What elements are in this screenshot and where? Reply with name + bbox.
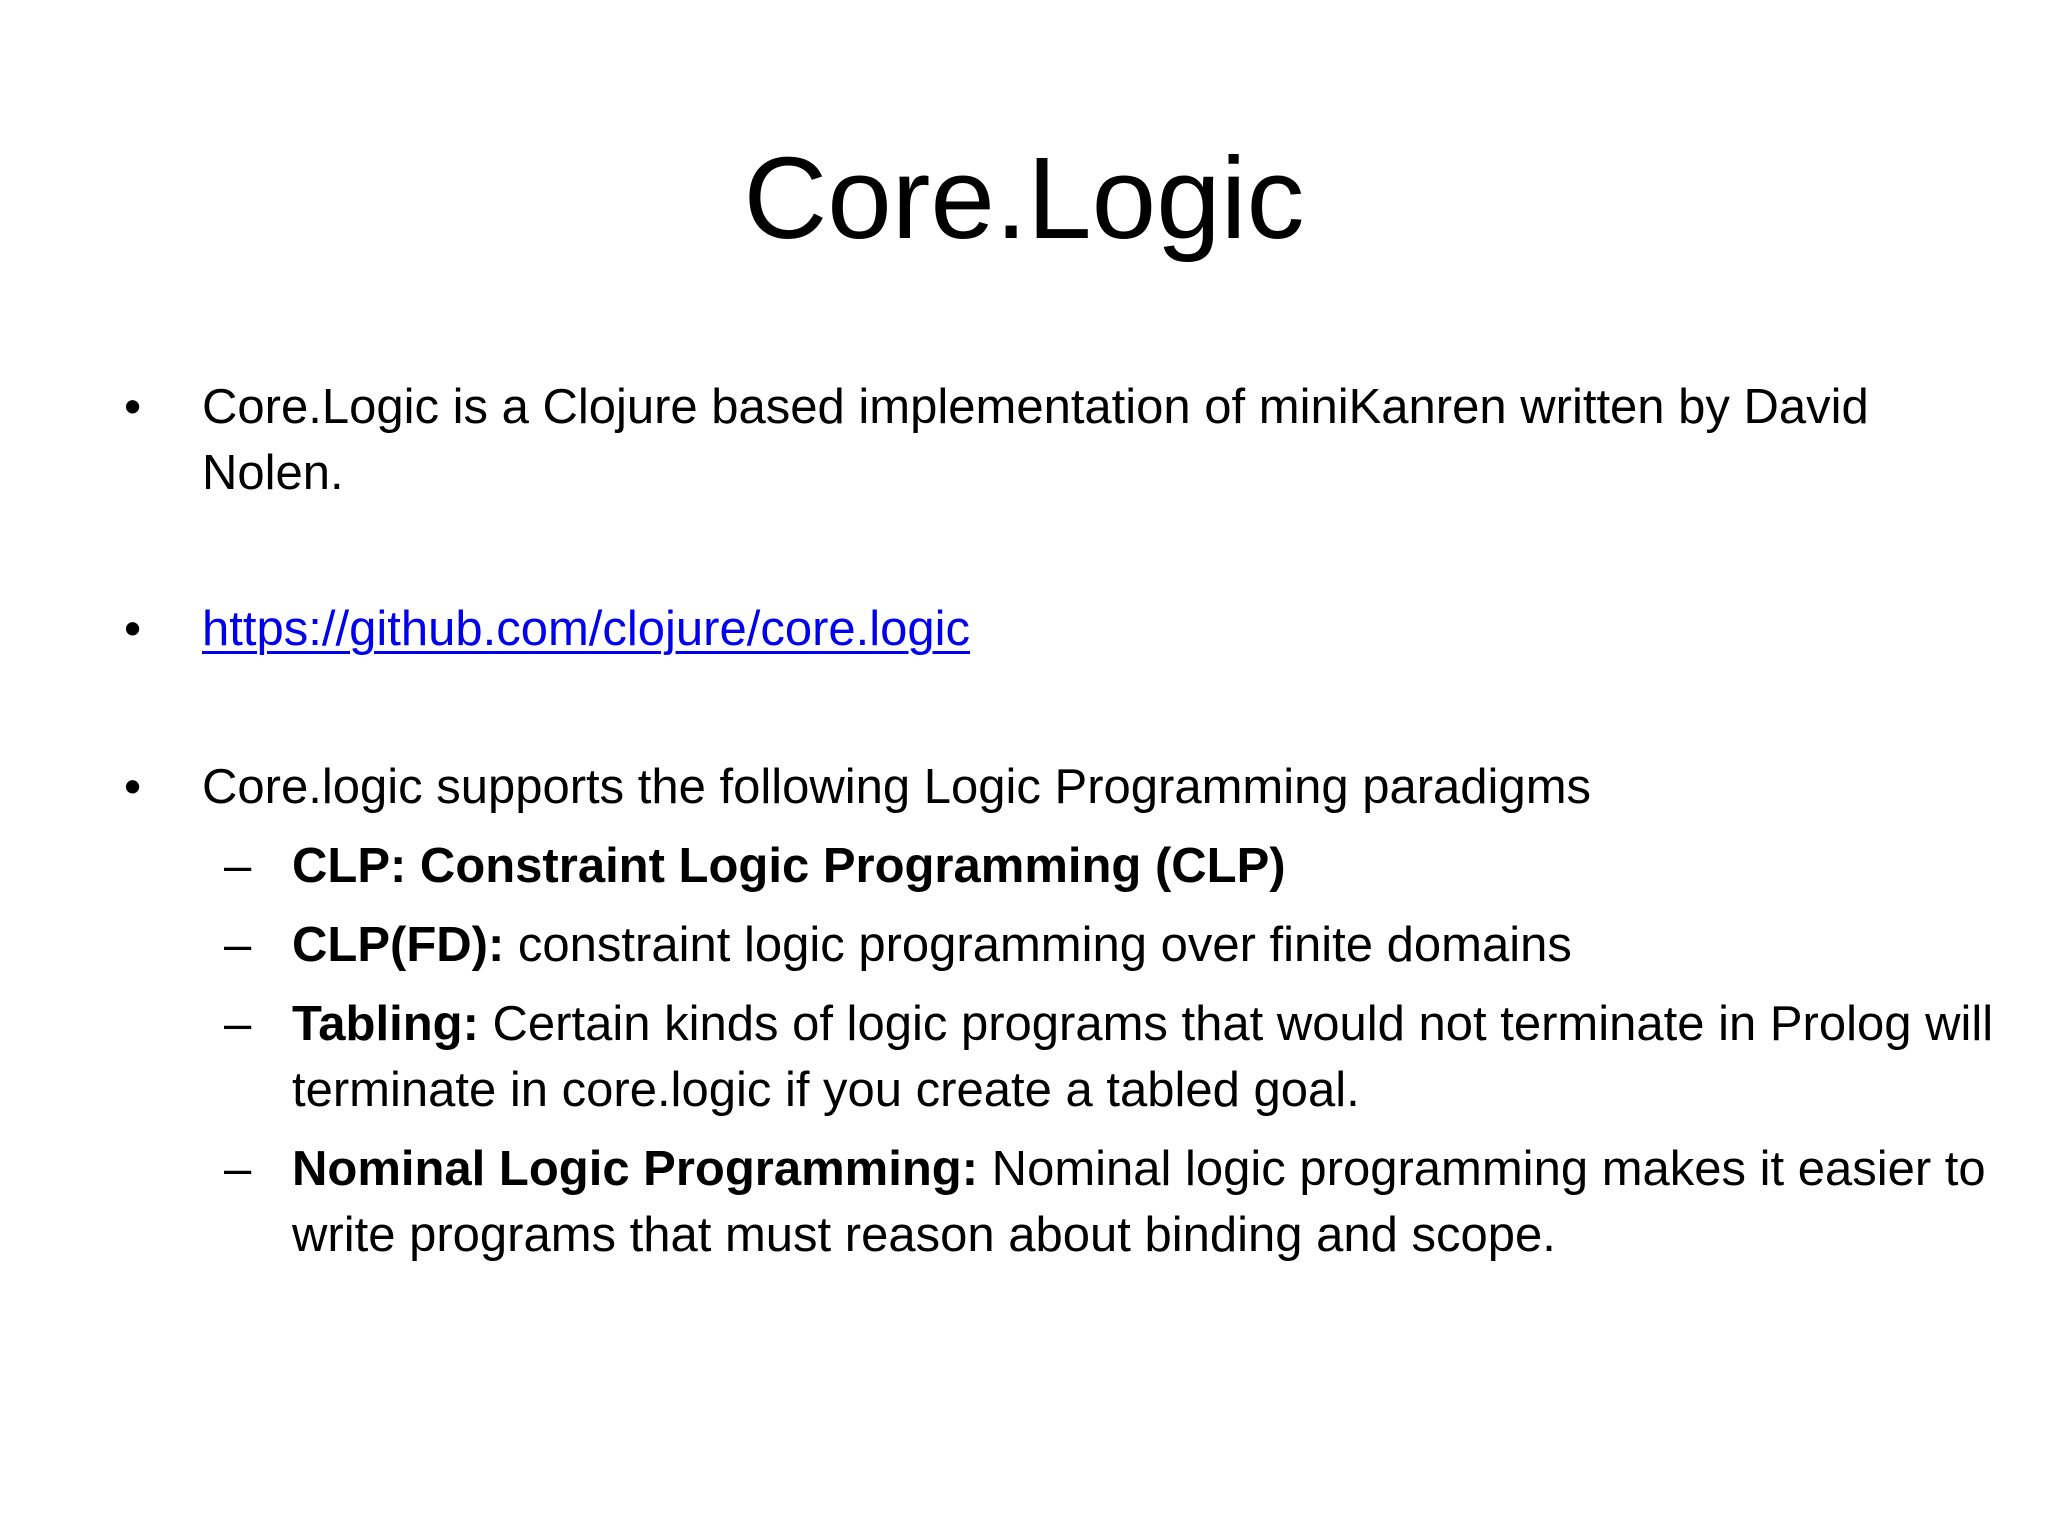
sub-item-nominal	[224, 1136, 2012, 1268]
github-link[interactable]: https://github.com/clojure/core.logic	[202, 602, 971, 656]
bullet-item-link	[124, 596, 1962, 662]
sub-item-clp	[224, 833, 2012, 899]
sub-item-text: constraint logic programming over finite domains	[504, 918, 1572, 972]
bullet-icon: •	[124, 760, 142, 814]
slide-title: Core.Logic	[743, 133, 1305, 263]
dash-icon: –	[224, 997, 252, 1051]
sub-item-label: CLP(FD):	[292, 918, 505, 972]
sub-item-text: Nominal logic programming makes it easier to write programs that must reason about binding and scope.	[292, 1142, 1986, 1262]
sub-item-tabling	[224, 991, 2012, 1123]
dash-icon: –	[224, 1142, 252, 1196]
bullet-icon: •	[124, 602, 142, 656]
bullet-icon: •	[124, 380, 142, 434]
bullet-text: Core.logic supports the following Logic Programming paradigms	[202, 760, 1592, 814]
bullet-text: Core.Logic is a Clojure based implementation of miniKanren written by David Nolen.	[202, 380, 1869, 500]
bullet-item-paradigms	[124, 754, 1962, 820]
sub-item-clpfd	[224, 912, 2012, 978]
dash-icon: –	[224, 839, 252, 893]
sub-item-text: Certain kinds of logic programs that would not terminate in Prolog will terminate in core.logic if you create a tabled goal.	[292, 997, 1994, 1117]
dash-icon: –	[224, 918, 252, 972]
sub-item-label: CLP: Constraint Logic Programming (CLP)	[292, 839, 1286, 893]
sub-item-label: Tabling:	[292, 997, 479, 1051]
bullet-item-intro	[124, 374, 1962, 506]
sub-item-label: Nominal Logic Programming:	[292, 1142, 979, 1196]
